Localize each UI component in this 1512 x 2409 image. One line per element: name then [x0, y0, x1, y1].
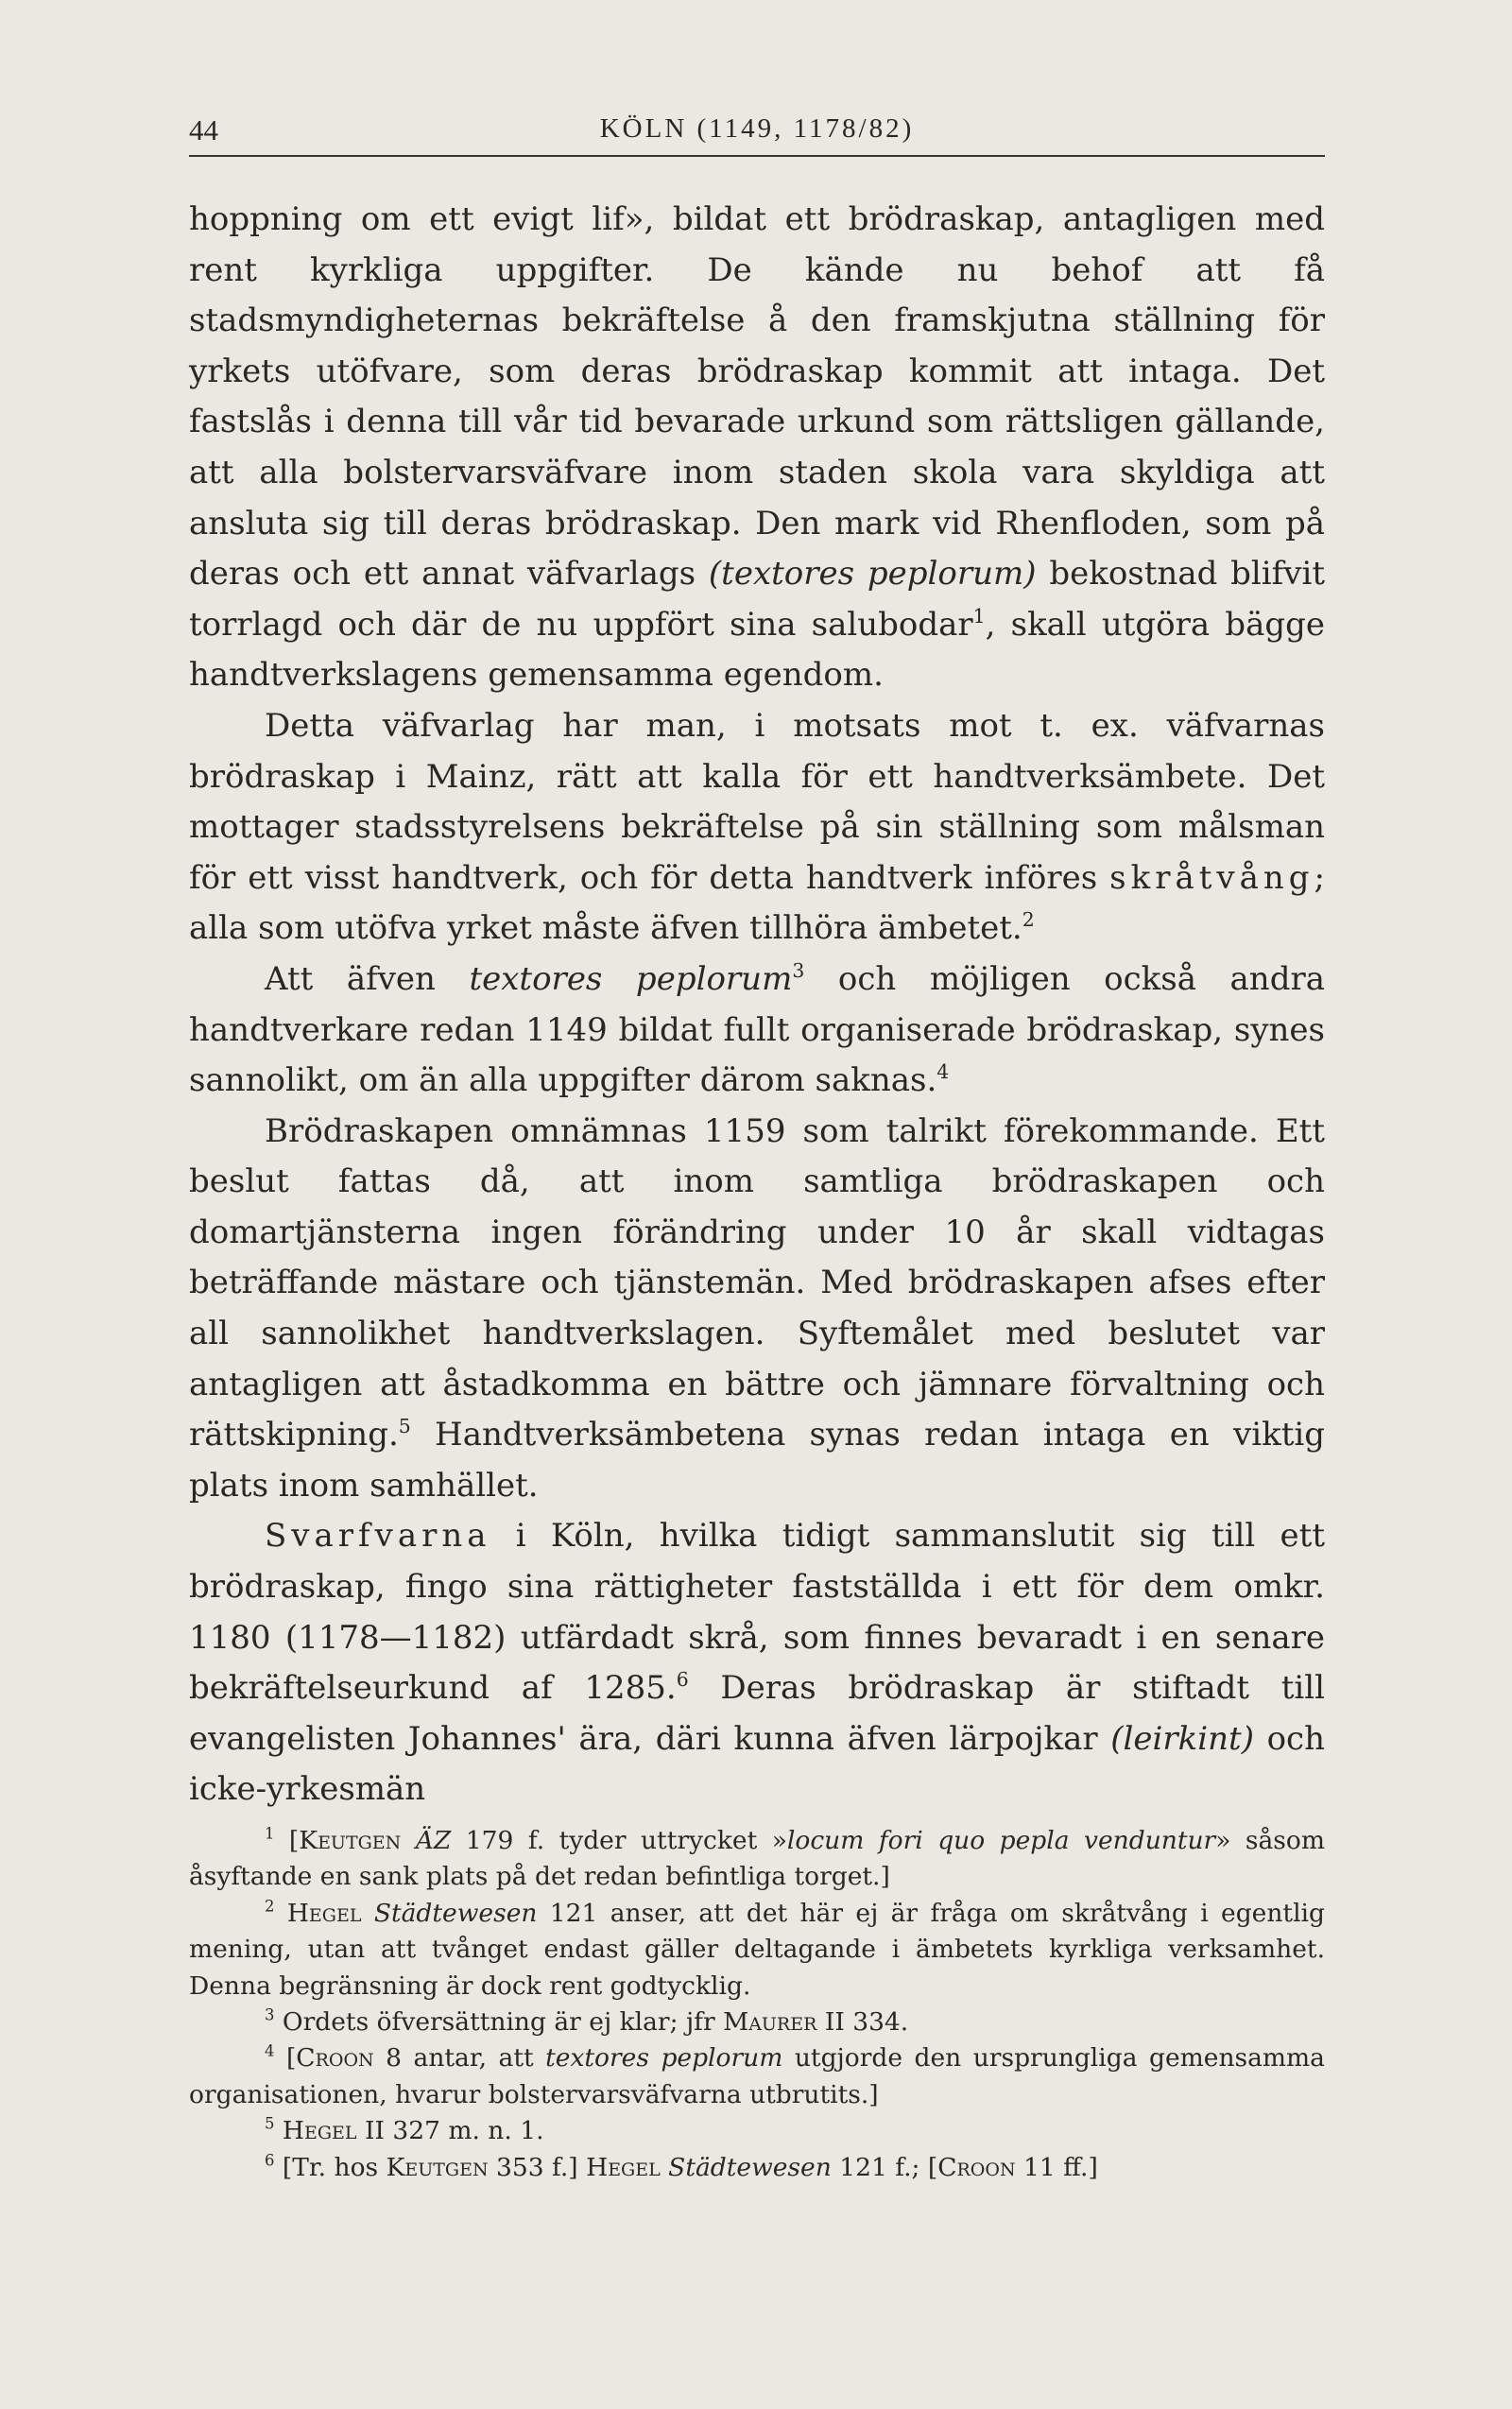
- latin-term: (textores peplorum): [708, 555, 1037, 594]
- footnote-ref-6[interactable]: 6: [676, 1667, 689, 1691]
- latin-term: (leirkint): [1110, 1719, 1254, 1758]
- footnote-3: $^3$ Ordets öfversättning är ej klar; jfr Maurer II 334.: [265, 2005, 909, 2038]
- latin-term: textores peplorum: [545, 2043, 783, 2073]
- spaced-term: skråtvång: [1109, 858, 1314, 897]
- footnote-ref-1[interactable]: 1: [972, 604, 986, 628]
- author-name: Keutgen: [386, 2152, 489, 2182]
- author-name: Hegel: [286, 1898, 362, 1928]
- footnote-ref-5[interactable]: 5: [398, 1415, 411, 1437]
- footnote-ref-2[interactable]: 2: [1022, 908, 1035, 932]
- footnote-2: $^2$ Hegel Städtewesen 121 anser, att det här ej är fråga om skråtvång i egentlig mening, utan att tvånget endast gäller deltagande i ämbetets kyrkliga verksamhet. Denna begränsning är dock rent godtycklig.: [189, 1897, 1325, 2001]
- footnote-4: $^4$ [Croon 8 antar, att textores peplorum utgjorde den ursprungliga gemensamma organisationen, hvarur bolstervarsväfvarna utbrutits.]: [189, 2041, 1325, 2109]
- paragraph-2: Detta väfvarlag har man, i motsats mot t. ex. väfvarnas brödraskap i Mainz, rätt att kalla för ett handtverksämbete. Det mottager stadsstyrelsens bekräftelse på sin ställning som målsman för ett visst handtverk, och för detta handtverk införes skråtvång; alla som utöfva yrket måste äfven tillhöra ämbetet.$^2$: [189, 706, 1325, 948]
- work-title: ÄZ: [415, 1826, 452, 1855]
- paragraph-4: Brödraskapen omnämnas 1159 som talrikt förekommande. Ett beslut fattas då, att inom samtliga brödraskapen och domartjänsterna ingen förändring under 10 år skall vidtagas beträffande mästare och tjänstemän. Med brödraskapen afses efter all sannolikhet handtverkslagen. Syftemålet med beslutet var antagligen att åstadkomma en bättre och jämnare förvaltning och rättskipning.$^5$ Handtverksämbetena synas redan intaga en viktig plats inom samhället.: [189, 1111, 1325, 1505]
- book-page: [189, 102, 1325, 2186]
- paragraph-1: hoppning om ett evigt lif», bildat ett brödraskap, antagligen med rent kyrkliga uppgifter. De kände nu behof att få stadsmyndigheternas bekräftelse å den framskjutna ställning för yrkets utöfvare, som deras brödraskap kommit att intaga. Det fastslås i denna till vår tid bevarade urkund som rättsligen gällande, att alla bolstervarsväfvare inom staden skola vara skyldiga att ansluta sig till deras brödraskap. Den mark vid Rhenfloden, som på deras och ett annat väfvarlags (textores peplorum) bekostnad blifvit torrlagd och där de nu uppfört sina salubodar$^1$, skall utgöra bägge handtverkslagens gemensamma egendom.: [189, 200, 1326, 695]
- running-title: KÖLN (1149, 1178/82): [599, 113, 915, 144]
- footnote-ref-4[interactable]: 4: [936, 1059, 950, 1083]
- author-name: Keutgen: [299, 1826, 402, 1855]
- page-header: [189, 102, 1325, 157]
- paragraph-5: Svarfvarna i Köln, hvilka tidigt sammanslutit sig till ett brödraskap, fingo sina rättigheter fastställda i ett för dem omkr. 1180 (1178—1182) utfärdadt skrå, som finnes bevaradt i en senare bekräftelseurkund af 1285.$^6$ Deras brödraskap är stiftadt till evangelisten Johannes' ära, däri kunna äfven lärpojkar (leirkint) och icke-yrkesmän: [189, 1517, 1325, 1809]
- footnote-ref-3[interactable]: 3: [792, 958, 805, 982]
- paragraph-3: Att äfven textores peplorum$^3$ och möjligen också andra handtverkare redan 1149 bildat fullt organiserade brödraskap, synes sannolikt, om än alla uppgifter därom saknas.$^4$: [189, 958, 1325, 1100]
- page-number: 44: [189, 113, 218, 146]
- author-name: Croon: [937, 2152, 1016, 2182]
- footnote-1: $^1$ [Keutgen ÄZ 179 f. tyder uttrycket »locum fori quo pepla venduntur» såsom åsyftande en sank plats på det redan befintliga torget.]: [189, 1824, 1325, 1892]
- latin-term: textores peplorum: [469, 959, 793, 998]
- author-name: Maurer: [723, 2007, 817, 2038]
- work-title: Städtewesen: [668, 2152, 832, 2182]
- footnote-5: $^5$ Hegel II 327 m. n. 1.: [265, 2114, 544, 2146]
- spaced-term: Svarfvarna: [265, 1517, 491, 1556]
- author-name: Hegel: [586, 2152, 661, 2182]
- footnotes: [189, 1823, 1325, 2186]
- latin-quote: locum fori quo pepla venduntur: [786, 1826, 1216, 1855]
- main-text: [189, 195, 1325, 1815]
- work-title: Städtewesen: [373, 1898, 538, 1928]
- footnote-6: $^6$ [Tr. hos Keutgen 353 f.] Hegel Städtewesen 121 f.; [Croon 11 ff.]: [265, 2150, 1098, 2182]
- author-name: Hegel: [282, 2116, 357, 2146]
- author-name: Croon: [296, 2043, 374, 2073]
